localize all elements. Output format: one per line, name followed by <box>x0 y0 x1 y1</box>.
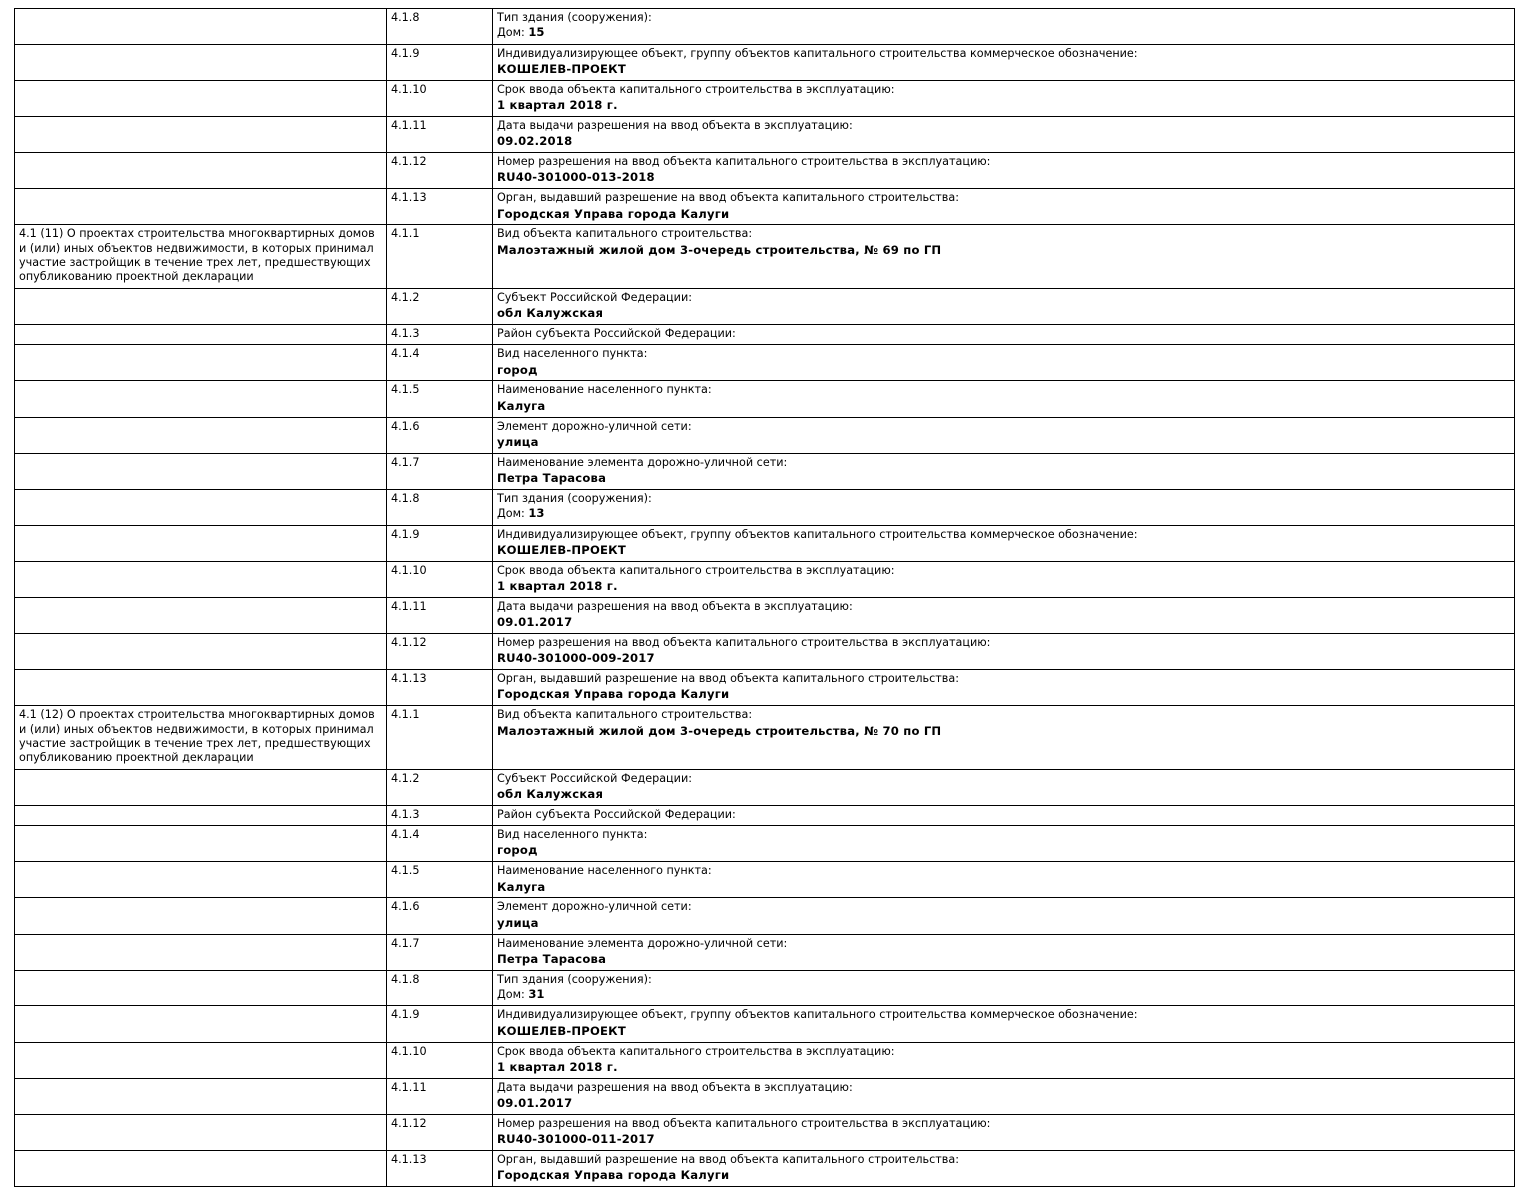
row-content <box>493 80 1515 116</box>
row-code: 4.1.3 <box>387 805 493 825</box>
section-empty-cell <box>15 597 387 633</box>
field-value: Калуга <box>497 879 546 894</box>
row-code: 4.1.13 <box>387 1151 493 1187</box>
table-row <box>15 381 1515 417</box>
field-value: Малоэтажный жилой дом 3-очередь строительства, № 70 по ГП <box>497 723 942 738</box>
row-content <box>493 225 1515 288</box>
field-value: обл Калужская <box>497 786 604 801</box>
field-label: Наименование элемента дорожно-уличной сети: <box>497 936 788 950</box>
field-label: Срок ввода объекта капитального строительства в эксплуатацию: <box>497 563 895 577</box>
row-content <box>493 44 1515 80</box>
field-value: город <box>497 362 538 377</box>
section-empty-cell <box>15 826 387 862</box>
row-content <box>493 1151 1515 1187</box>
field-value: RU40-301000-013-2018 <box>497 170 655 185</box>
table-row <box>15 898 1515 934</box>
row-code: 4.1.10 <box>387 561 493 597</box>
field-value <box>497 25 1510 40</box>
row-code: 4.1.10 <box>387 80 493 116</box>
field-label: Субъект Российской Федерации: <box>497 290 692 304</box>
table-row <box>15 44 1515 80</box>
section-empty-cell <box>15 934 387 970</box>
row-code: 4.1.7 <box>387 453 493 489</box>
row-content <box>493 934 1515 970</box>
field-value: 1 квартал 2018 г. <box>497 1059 618 1074</box>
row-code: 4.1.1 <box>387 225 493 288</box>
field-value: Городская Управа города Калуги <box>497 687 730 702</box>
field-label: Орган, выдавший разрешение на ввод объекта капитального строительства: <box>497 672 959 686</box>
field-value: КОШЕЛЕВ-ПРОЕКТ <box>497 61 626 76</box>
row-code: 4.1.3 <box>387 324 493 344</box>
row-content <box>493 324 1515 344</box>
field-label: Тип здания (сооружения): <box>497 491 652 505</box>
field-value: 09.01.2017 <box>497 1096 573 1111</box>
row-content <box>493 1114 1515 1150</box>
table-row <box>15 670 1515 706</box>
section-empty-cell <box>15 1042 387 1078</box>
row-code: 4.1.11 <box>387 1078 493 1114</box>
field-value: КОШЕЛЕВ-ПРОЕКТ <box>497 542 626 557</box>
row-content <box>493 970 1515 1006</box>
row-code: 4.1.4 <box>387 826 493 862</box>
field-label: Номер разрешения на ввод объекта капитального строительства в эксплуатацию: <box>497 1116 991 1130</box>
field-label: Субъект Российской Федерации: <box>497 771 692 785</box>
row-content <box>493 153 1515 189</box>
section-header-cell: 4.1 (11) О проектах строительства многоквартирных домов и (или) иных объектов недвижимости, в которых принимал участие застройщик в течение трех лет, предшествующих опубликованию проектной декларации <box>15 225 387 288</box>
row-content <box>493 525 1515 561</box>
field-label: Район субъекта Российской Федерации: <box>497 807 736 821</box>
row-content <box>493 489 1515 525</box>
table-row <box>15 1006 1515 1042</box>
table-row <box>15 805 1515 825</box>
row-code: 4.1.9 <box>387 525 493 561</box>
row-content <box>493 1078 1515 1114</box>
table-row <box>15 826 1515 862</box>
house-number: 31 <box>528 987 545 1002</box>
section-empty-cell <box>15 561 387 597</box>
table-body <box>15 9 1515 1187</box>
field-value: 1 квартал 2018 г. <box>497 98 618 113</box>
row-code: 4.1.13 <box>387 189 493 225</box>
row-code: 4.1.8 <box>387 970 493 1006</box>
field-label: Район субъекта Российской Федерации: <box>497 326 736 340</box>
table-row <box>15 9 1515 45</box>
field-value: улица <box>497 434 539 449</box>
table-row <box>15 489 1515 525</box>
row-content <box>493 706 1515 769</box>
section-empty-cell <box>15 417 387 453</box>
field-value: 09.02.2018 <box>497 134 573 149</box>
field-label: Наименование элемента дорожно-уличной сети: <box>497 455 788 469</box>
table-row <box>15 1151 1515 1187</box>
house-label: Дом: <box>497 988 529 1002</box>
row-content <box>493 288 1515 324</box>
field-label: Тип здания (сооружения): <box>497 11 652 24</box>
section-empty-cell <box>15 153 387 189</box>
row-content <box>493 670 1515 706</box>
row-code: 4.1.5 <box>387 862 493 898</box>
section-empty-cell <box>15 670 387 706</box>
row-content <box>493 633 1515 669</box>
field-value: КОШЕЛЕВ-ПРОЕКТ <box>497 1023 626 1038</box>
field-label: Дата выдачи разрешения на ввод объекта в эксплуатацию: <box>497 118 853 132</box>
table-row <box>15 1114 1515 1150</box>
row-code: 4.1.10 <box>387 1042 493 1078</box>
field-label: Дата выдачи разрешения на ввод объекта в эксплуатацию: <box>497 599 853 613</box>
field-value: город <box>497 843 538 858</box>
row-code: 4.1.1 <box>387 706 493 769</box>
section-empty-cell <box>15 489 387 525</box>
row-content <box>493 9 1515 45</box>
section-empty-cell <box>15 633 387 669</box>
table-row <box>15 970 1515 1006</box>
field-label: Номер разрешения на ввод объекта капитального строительства в эксплуатацию: <box>497 155 991 169</box>
field-value <box>497 987 1510 1002</box>
table-row <box>15 862 1515 898</box>
row-content <box>493 862 1515 898</box>
row-code: 4.1.12 <box>387 633 493 669</box>
table-row <box>15 597 1515 633</box>
field-value: улица <box>497 915 539 930</box>
field-label: Срок ввода объекта капитального строительства в эксплуатацию: <box>497 1044 895 1058</box>
field-value: обл Калужская <box>497 306 604 321</box>
field-label: Номер разрешения на ввод объекта капитального строительства в эксплуатацию: <box>497 635 991 649</box>
field-value: Петра Тарасова <box>497 951 607 966</box>
field-value: RU40-301000-011-2017 <box>497 1132 655 1147</box>
table-row <box>15 706 1515 769</box>
row-content <box>493 769 1515 805</box>
row-code: 4.1.11 <box>387 597 493 633</box>
field-value <box>497 506 1510 521</box>
section-empty-cell <box>15 189 387 225</box>
declaration-table <box>14 8 1515 1187</box>
section-empty-cell <box>15 862 387 898</box>
row-content <box>493 189 1515 225</box>
field-label: Тип здания (сооружения): <box>497 972 652 986</box>
row-content <box>493 417 1515 453</box>
field-label: Вид населенного пункта: <box>497 347 648 361</box>
row-code: 4.1.12 <box>387 1114 493 1150</box>
field-label: Вид объекта капитального строительства: <box>497 708 753 722</box>
row-code: 4.1.7 <box>387 934 493 970</box>
field-label: Элемент дорожно-уличной сети: <box>497 419 692 433</box>
row-content <box>493 1042 1515 1078</box>
field-label: Индивидуализирующее объект, группу объектов капитального строительства коммерческое обозначение: <box>497 1008 1138 1022</box>
row-code: 4.1.5 <box>387 381 493 417</box>
field-value: Городская Управа города Калуги <box>497 1168 730 1183</box>
field-value: 1 квартал 2018 г. <box>497 579 618 593</box>
field-value: Петра Тарасова <box>497 471 607 486</box>
row-code: 4.1.2 <box>387 769 493 805</box>
row-code: 4.1.11 <box>387 116 493 152</box>
field-label: Элемент дорожно-уличной сети: <box>497 900 692 914</box>
row-code: 4.1.9 <box>387 1006 493 1042</box>
field-value: Городская Управа города Калуги <box>497 206 730 221</box>
section-empty-cell <box>15 769 387 805</box>
table-row <box>15 324 1515 344</box>
row-content <box>493 453 1515 489</box>
row-code: 4.1.9 <box>387 44 493 80</box>
section-empty-cell <box>15 80 387 116</box>
table-row <box>15 417 1515 453</box>
row-content <box>493 381 1515 417</box>
table-row <box>15 633 1515 669</box>
field-value: Калуга <box>497 398 546 413</box>
table-row <box>15 345 1515 381</box>
table-row <box>15 116 1515 152</box>
section-empty-cell <box>15 288 387 324</box>
section-empty-cell <box>15 1006 387 1042</box>
field-label: Индивидуализирующее объект, группу объектов капитального строительства коммерческое обозначение: <box>497 46 1138 60</box>
row-code: 4.1.2 <box>387 288 493 324</box>
table-row <box>15 561 1515 597</box>
table-row <box>15 769 1515 805</box>
field-label: Орган, выдавший разрешение на ввод объекта капитального строительства: <box>497 191 959 205</box>
field-label: Вид объекта капитального строительства: <box>497 227 753 241</box>
row-code: 4.1.4 <box>387 345 493 381</box>
table-row <box>15 189 1515 225</box>
section-empty-cell <box>15 805 387 825</box>
row-code: 4.1.12 <box>387 153 493 189</box>
table-row <box>15 288 1515 324</box>
row-content <box>493 345 1515 381</box>
table-row <box>15 1078 1515 1114</box>
section-empty-cell <box>15 1078 387 1114</box>
field-label: Орган, выдавший разрешение на ввод объекта капитального строительства: <box>497 1153 959 1166</box>
row-content <box>493 561 1515 597</box>
field-label: Срок ввода объекта капитального строительства в эксплуатацию: <box>497 82 895 96</box>
table-row <box>15 453 1515 489</box>
row-code: 4.1.6 <box>387 898 493 934</box>
row-content <box>493 116 1515 152</box>
section-empty-cell <box>15 44 387 80</box>
section-empty-cell <box>15 324 387 344</box>
section-empty-cell <box>15 1114 387 1150</box>
row-content <box>493 805 1515 825</box>
row-code: 4.1.13 <box>387 670 493 706</box>
table-row <box>15 1042 1515 1078</box>
table-row <box>15 225 1515 288</box>
section-empty-cell <box>15 381 387 417</box>
table-row <box>15 153 1515 189</box>
field-label: Дата выдачи разрешения на ввод объекта в эксплуатацию: <box>497 1080 853 1094</box>
section-empty-cell <box>15 9 387 45</box>
table-row <box>15 934 1515 970</box>
field-value: Малоэтажный жилой дом 3-очередь строительства, № 69 по ГП <box>497 242 942 257</box>
house-label: Дом: <box>497 26 529 40</box>
field-label: Наименование населенного пункта: <box>497 383 712 397</box>
section-empty-cell <box>15 453 387 489</box>
table-row <box>15 80 1515 116</box>
house-number: 15 <box>528 25 545 40</box>
section-header-cell: 4.1 (12) О проектах строительства многоквартирных домов и (или) иных объектов недвижимости, в которых принимал участие застройщик в течение трех лет, предшествующих опубликованию проектной декларации <box>15 706 387 769</box>
row-code: 4.1.8 <box>387 489 493 525</box>
section-empty-cell <box>15 116 387 152</box>
row-content <box>493 1006 1515 1042</box>
row-code: 4.1.8 <box>387 9 493 45</box>
table-row <box>15 525 1515 561</box>
field-label: Наименование населенного пункта: <box>497 864 712 878</box>
row-content <box>493 898 1515 934</box>
section-empty-cell <box>15 970 387 1006</box>
field-value: RU40-301000-009-2017 <box>497 651 655 666</box>
house-number: 13 <box>528 506 545 521</box>
section-empty-cell <box>15 345 387 381</box>
section-empty-cell <box>15 898 387 934</box>
section-empty-cell <box>15 525 387 561</box>
field-label: Вид населенного пункта: <box>497 828 648 842</box>
row-code: 4.1.6 <box>387 417 493 453</box>
house-label: Дом: <box>497 507 529 521</box>
row-content <box>493 597 1515 633</box>
field-label: Индивидуализирующее объект, группу объектов капитального строительства коммерческое обозначение: <box>497 527 1138 541</box>
row-content <box>493 826 1515 862</box>
field-value: 09.01.2017 <box>497 615 573 630</box>
section-empty-cell <box>15 1151 387 1187</box>
